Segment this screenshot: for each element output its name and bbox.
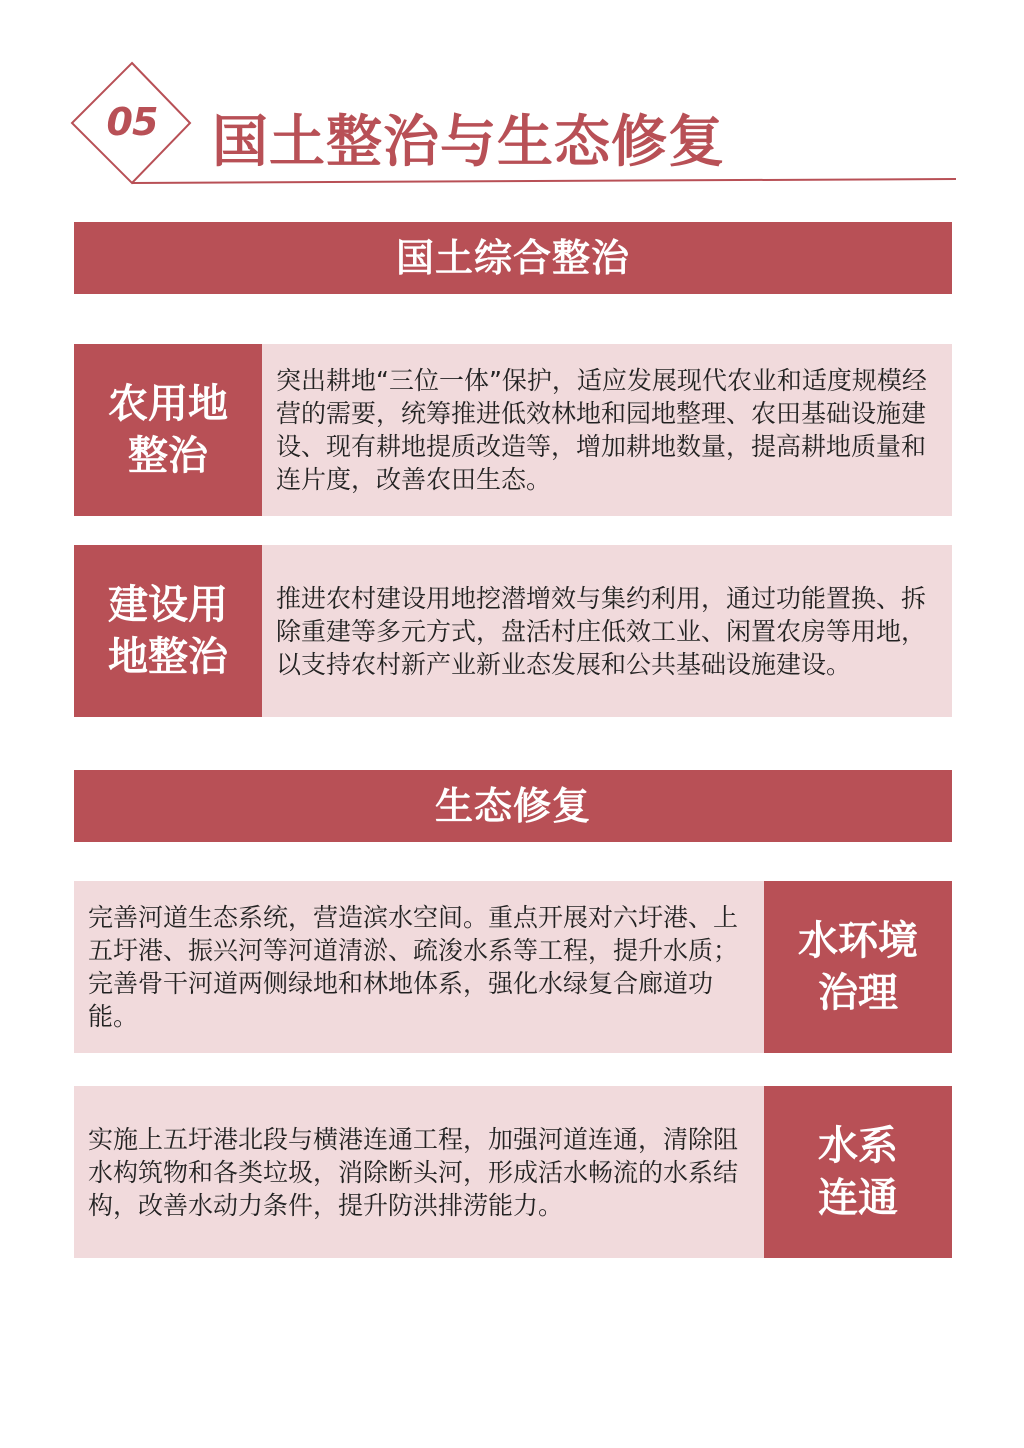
page-header <box>0 0 1024 200</box>
card-text: 完善河道生态系统，营造滨水空间。重点开展对六圩港、上五圩港、振兴河等河道清淤、疏浚水系等工程，提升水质；完善骨干河道两侧绿地和林地体系，强化水绿复合廊道功能。 <box>88 903 739 1031</box>
header-underline <box>132 179 956 183</box>
page-title: 国土整治与生态修复 <box>212 110 725 175</box>
card-label-line: 连通 <box>818 1175 898 1221</box>
card-text: 推进农村建设用地挖潜增效与集约利用，通过功能置换、拆除重建等多元方式，盘活村庄低效工业、闲置农房等用地，以支持农村新产业新业态发展和公共基础设施建设。 <box>276 583 927 679</box>
card-label <box>74 344 262 516</box>
section-title-ecological-restoration: 生态修复 <box>74 770 952 842</box>
card-label <box>74 545 262 717</box>
card-farmland-consolidation <box>74 344 952 516</box>
section-number: 05 <box>106 100 158 144</box>
card-water-connectivity <box>74 1086 952 1258</box>
card-label <box>764 881 952 1053</box>
card-construction-land-consolidation <box>74 545 952 717</box>
card-label-line: 地整治 <box>108 634 228 680</box>
card-label <box>764 1086 952 1258</box>
card-label-line: 水环境 <box>798 918 918 964</box>
section-title-land-consolidation: 国土综合整治 <box>74 222 952 294</box>
card-label-line: 建设用 <box>108 582 228 628</box>
card-description <box>276 545 944 717</box>
card-description <box>88 881 756 1053</box>
card-text: 突出耕地“三位一体”保护，适应发展现代农业和适度规模经营的需要，统筹推进低效林地和园地整理、农田基础设施建设、现有耕地提质改造等，增加耕地数量，提高耕地质量和连片度，改善农田生态。 <box>276 366 927 494</box>
card-label-line: 水系 <box>818 1123 898 1169</box>
card-description <box>88 1086 756 1258</box>
card-label-line: 农用地 <box>108 381 228 427</box>
card-label-line: 整治 <box>128 433 208 479</box>
card-description <box>276 344 944 516</box>
card-label-line: 治理 <box>818 970 898 1016</box>
card-water-environment <box>74 881 952 1053</box>
card-text: 实施上五圩港北段与横港连通工程，加强河道连通，清除阻水构筑物和各类垃圾，消除断头河，形成活水畅流的水系结构，改善水动力条件，提升防洪排涝能力。 <box>88 1124 739 1220</box>
